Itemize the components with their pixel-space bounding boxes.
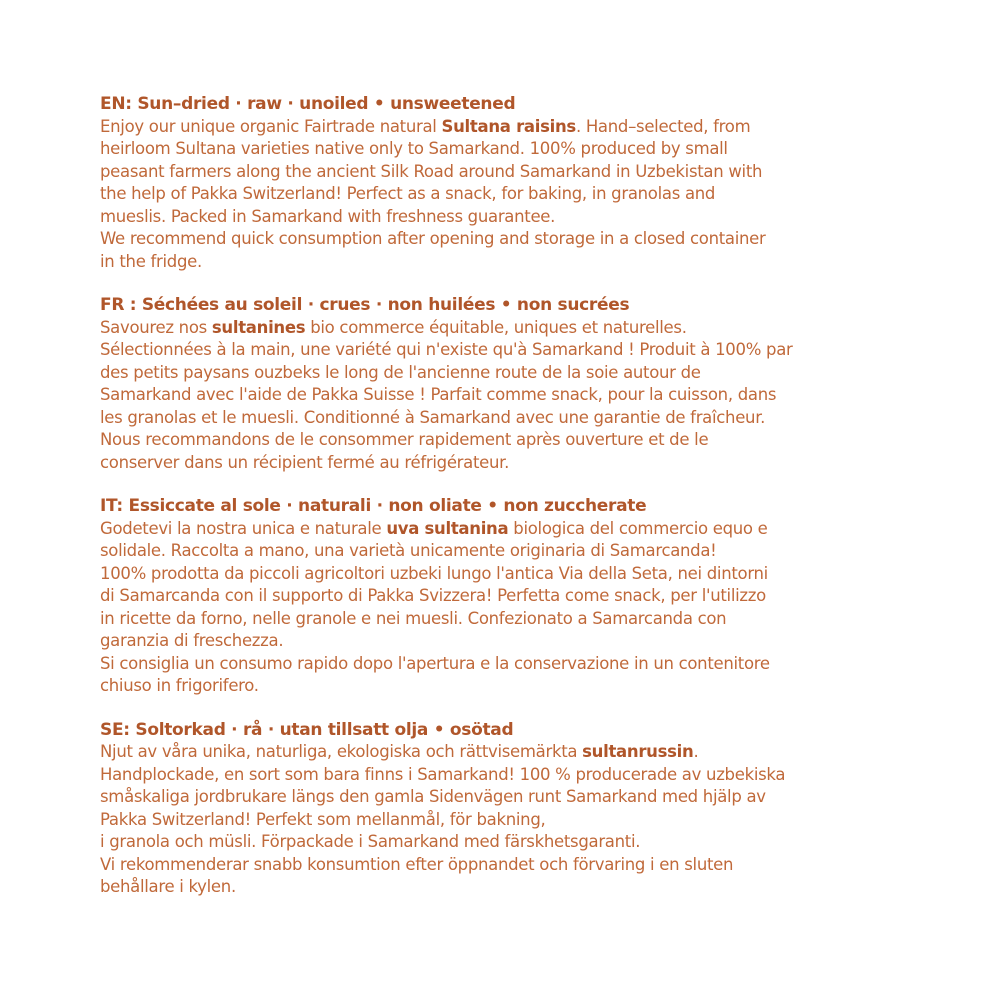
text-run: peasant farmers along the ancient Silk Road around Samarkand in Uzbekistan with bbox=[100, 161, 763, 181]
text-run: garanzia di freschezza. bbox=[100, 631, 284, 650]
text-run: We recommend quick consumption after opening and storage in a closed container bbox=[100, 229, 766, 248]
text-run: Si consiglia un consumo rapido dopo l'apertura e la conservazione in un contenitore bbox=[100, 653, 770, 673]
section-it-header: IT: Essiccate al sole · naturali · non oliate • non zuccherate bbox=[100, 496, 647, 516]
text-run: småskaliga jordbrukare längs den gamla Sidenvägen runt Samarkand med hjälp av bbox=[100, 787, 766, 806]
text-run: Pakka Switzerland! Perfekt som mellanmål, för bakning, bbox=[100, 809, 546, 829]
text-run: di Samarcanda con il supporto di Pakka Svizzera! Perfetta come snack, per l'utilizzo bbox=[100, 586, 766, 605]
section-se-body bbox=[100, 741, 910, 899]
section-it-body bbox=[100, 518, 910, 698]
section-se-header: SE: Soltorkad · rå · utan tillsatt olja • osötad bbox=[100, 719, 514, 740]
text-run: 100% prodotta da piccoli agricoltori uzbeki lungo l'antica Via della Seta, nei dintorni bbox=[100, 563, 768, 583]
section-fr-header: FR : Séchées au soleil · crues · non huilées • non sucrées bbox=[100, 295, 630, 315]
section-se bbox=[100, 719, 910, 899]
text-run: bio commerce équitable, uniques et naturelles. bbox=[305, 317, 687, 337]
text-run: Vi rekommenderar snabb konsumtion efter öppnandet och förvaring i en sluten bbox=[100, 854, 734, 874]
section-it bbox=[100, 495, 910, 698]
text-run: solidale. Raccolta a mano, una varietà unicamente originaria di Samarcanda! bbox=[100, 541, 717, 560]
product-name-highlight: sultanines bbox=[211, 317, 306, 337]
text-run: Samarkand avec l'aide de Pakka Suisse ! Parfait comme snack, pour la cuisson, dans bbox=[100, 385, 777, 404]
text-run: . bbox=[693, 742, 699, 761]
text-run: Handplockade, en sort som bara finns i Samarkand! 100 % producerade av uzbekiska bbox=[100, 764, 786, 784]
text-run: in the fridge. bbox=[100, 251, 202, 271]
text-run: Njut av våra unika, naturliga, ekologiska och rättvisemärkta bbox=[100, 742, 583, 761]
product-name-highlight: sultanrussin bbox=[582, 742, 694, 761]
text-run: biologica del commercio equo e bbox=[508, 518, 768, 538]
text-run: des petits paysans ouzbeks le long de l'ancienne route de la soie autour de bbox=[100, 362, 701, 382]
text-run: behållare i kylen. bbox=[100, 877, 236, 896]
section-fr-body bbox=[100, 317, 910, 475]
text-run: in ricette da forno, nelle granole e nei muesli. Confezionato a Samarcanda con bbox=[100, 608, 727, 628]
text-run: Godetevi la nostra unica e naturale bbox=[100, 518, 387, 538]
section-en-body bbox=[100, 116, 910, 274]
text-run: Enjoy our unique organic Fairtrade natural bbox=[100, 116, 442, 136]
text-run: Nous recommandons de le consommer rapidement après ouverture et de le bbox=[100, 430, 709, 449]
product-name-highlight: uva sultanina bbox=[386, 518, 509, 538]
text-run: . Hand–selected, from bbox=[575, 116, 751, 136]
text-run: mueslis. Packed in Samarkand with freshness guarantee. bbox=[100, 206, 556, 226]
text-run: i granola och müsli. Förpackade i Samarkand med färskhetsgaranti. bbox=[100, 832, 641, 851]
text-run: chiuso in frigorifero. bbox=[100, 676, 259, 695]
text-run: Savourez nos bbox=[100, 317, 212, 337]
text-run: heirloom Sultana varieties native only to Samarkand. 100% produced by small bbox=[100, 139, 728, 158]
text-run: Sélectionnées à la main, une variété qui n'existe qu'à Samarkand ! Produit à 100% par bbox=[100, 340, 793, 359]
section-en bbox=[100, 93, 910, 273]
product-name-highlight: Sultana raisins bbox=[441, 116, 576, 136]
text-run: the help of Pakka Switzerland! Perfect as a snack, for baking, in granolas and bbox=[100, 184, 716, 203]
text-run: conserver dans un récipient fermé au réfrigérateur. bbox=[100, 452, 510, 472]
section-fr bbox=[100, 294, 910, 474]
section-en-header: EN: Sun–dried · raw · unoiled • unsweetened bbox=[100, 94, 516, 114]
text-run: les granolas et le muesli. Conditionné à Samarkand avec une garantie de fraîcheur. bbox=[100, 407, 766, 427]
